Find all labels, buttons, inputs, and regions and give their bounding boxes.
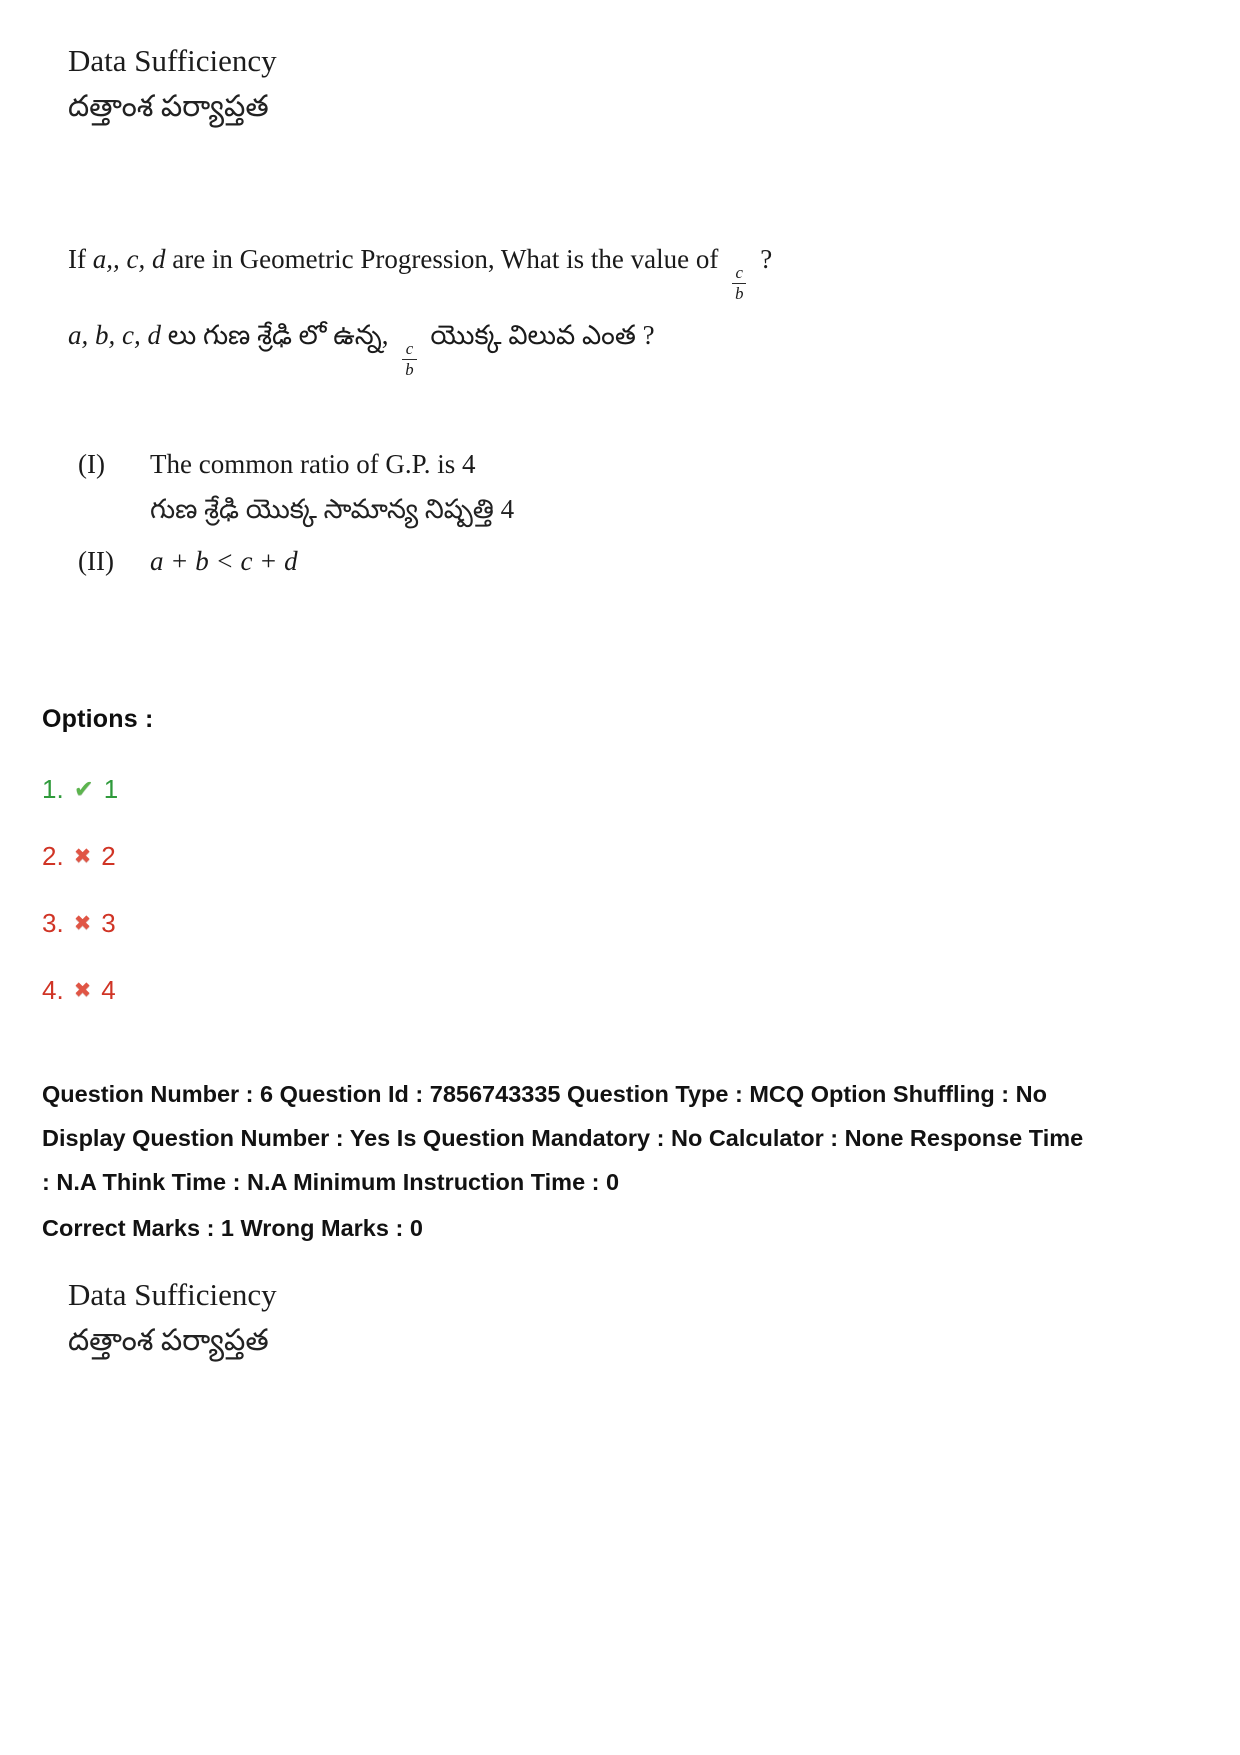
options-label: Options : <box>42 705 154 734</box>
question-block <box>68 239 1198 381</box>
option-1-value: 1 <box>103 774 119 805</box>
fraction-c-over-b <box>732 263 746 302</box>
statements-block <box>78 449 1198 577</box>
section-title: Data Sufficiency <box>68 1277 277 1313</box>
statement-1 <box>78 449 1198 532</box>
statement-2 <box>78 546 1198 577</box>
section-heading <box>68 42 1198 127</box>
next-section-heading <box>68 1276 1198 1361</box>
option-2-wrong <box>42 841 1198 872</box>
question-text-english <box>68 239 1198 305</box>
options-list <box>42 774 1198 1006</box>
question-text-telugu <box>68 315 1198 381</box>
section-title: Data Sufficiency <box>68 43 277 78</box>
statement-1-text-english: The common ratio of G.P. is 4 <box>150 449 476 480</box>
check-icon: ✔ <box>73 775 94 803</box>
question-telugu-after: యొక్క విలువ ఎంత ? <box>430 320 655 351</box>
fraction-c-over-b <box>402 339 416 378</box>
cross-icon: ✖ <box>73 912 92 936</box>
section-title-telugu: దత్తాంశ పర్యాప్తత <box>68 89 269 123</box>
statement-1-label: (I) <box>78 449 105 480</box>
option-2-value: 2 <box>101 841 116 872</box>
option-1-correct <box>42 774 1198 805</box>
section-title-telugu: దత్తాంశ పర్యాప్తత <box>68 1324 269 1358</box>
marks-line: Correct Marks : 1 Wrong Marks : 0 <box>42 1215 423 1242</box>
option-4-wrong <box>42 975 1198 1006</box>
fraction-numerator: c <box>735 263 743 283</box>
fraction-denominator: b <box>732 283 746 303</box>
metadata-line-2: Display Question Number : Yes Is Question Mandatory : No Calculator : None Response Time <box>42 1125 1084 1152</box>
metadata-line-1: Question Number : 6 Question Id : 7856743335 Question Type : MCQ Option Shuffling : No <box>42 1081 1047 1108</box>
fraction-numerator: c <box>405 339 414 359</box>
question-mid-text: are in Geometric Progression, What is the value of <box>172 244 719 275</box>
statement-2-math: a + b < c + d <box>150 546 298 577</box>
option-4-value: 4 <box>101 975 116 1006</box>
option-3-value: 3 <box>101 908 116 939</box>
option-3-wrong <box>42 908 1198 939</box>
option-1-number: 1. <box>42 774 64 805</box>
cross-icon: ✖ <box>73 845 92 869</box>
question-variables-telugu-line: a, b, c, d <box>68 320 161 351</box>
cross-icon: ✖ <box>73 979 92 1003</box>
question-metadata <box>42 1072 1198 1250</box>
option-3-number: 3. <box>42 908 64 939</box>
option-2-number: 2. <box>42 841 64 872</box>
question-if-word: If <box>68 244 86 275</box>
statement-1-text-telugu: గుణ శ్రేఢి యొక్క సామాన్య నిష్పత్తి 4 <box>150 494 515 525</box>
question-mark: ? <box>760 244 773 275</box>
metadata-line-3: : N.A Think Time : N.A Minimum Instruction Time : 0 <box>42 1169 620 1196</box>
option-4-number: 4. <box>42 975 64 1006</box>
fraction-denominator: b <box>402 359 416 379</box>
statement-2-label: (II) <box>78 546 114 577</box>
question-telugu-mid: లు గుణ శ్రేఢి లో ఉన్న, <box>167 320 389 351</box>
question-variables: a,, c, d <box>92 244 166 275</box>
